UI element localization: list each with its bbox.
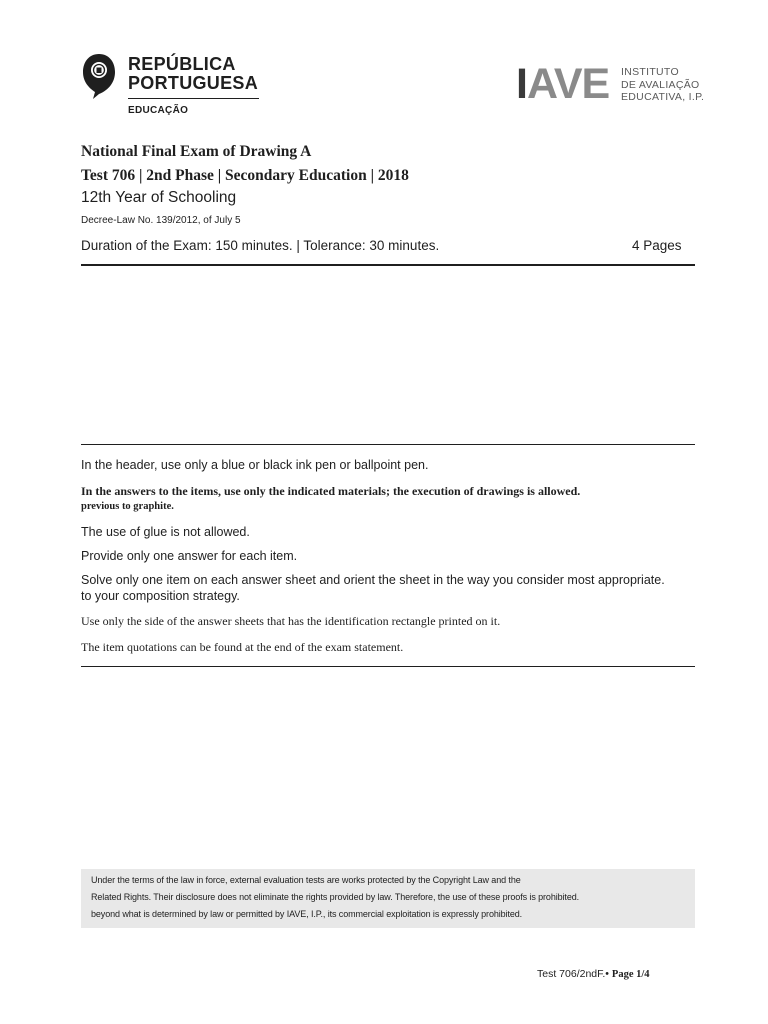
exam-title: National Final Exam of Drawing A [81,143,312,160]
exam-test-info: Test 706 | 2nd Phase | Secondary Education | 2018 [81,167,409,184]
page-ref-test: Test 706/2ndF. [537,968,606,980]
copyright-line-1: Under the terms of the law in force, external evaluation tests are works protected by the Copyright Law and the [91,875,521,885]
instruction-glue: The use of glue is not allowed. [81,525,250,539]
ministry-label: EDUCAÇÃO [128,105,189,116]
iave-line-2: DE AVALIAÇÃO [621,78,700,91]
header-rule [81,264,695,266]
instruction-materials-line1: In the answers to the items, use only the indicated materials; the execution of drawings is allowed. [81,484,581,498]
iave-line-1: INSTITUTO [621,66,679,78]
iave-logo-ave: AVE [526,60,610,108]
instruction-ink: In the header, use only a blue or black ink pen or ballpoint pen. [81,458,429,472]
instruction-one-answer: Provide only one answer for each item. [81,549,298,563]
instruction-orient-sheet [81,572,695,604]
instructions-bottom-rule [81,666,695,667]
iave-logo-i: I [516,60,527,108]
instruction-materials-line2: previous to graphite. [81,501,174,512]
republica-portuguesa-emblem-icon [81,52,117,100]
exam-decree: Decree-Law No. 139/2012, of July 5 [81,215,241,226]
page-number: Page 1/4 [611,969,650,980]
republica-line: REPÚBLICA [128,54,236,74]
exam-page-count: 4 Pages [632,238,682,253]
logo-divider [128,98,259,99]
page-reference [537,968,650,980]
instruction-answer-side: Use only the side of the answer sheets that has the identification rectangle printed on it. [81,614,501,628]
instruction-quotations: The item quotations can be found at the end of the exam statement. [81,640,404,654]
iave-logo [516,60,610,108]
instructions-top-rule [81,444,695,445]
exam-duration: Duration of the Exam: 150 minutes. | Tolerance: 30 minutes. [81,238,440,253]
instruction-orient-line2: to your composition strategy. [81,589,240,603]
republica-portuguesa-wordmark [128,55,258,93]
iave-institute-name [621,66,704,104]
portuguesa-line: PORTUGUESA [128,73,259,93]
page-ref-separator: • [605,969,609,980]
copyright-line-3: beyond what is determined by law or permitted by IAVE, I.P., its commercial exploitation is expressly prohibited. [91,909,523,919]
copyright-line-2: Related Rights. Their disclosure does not eliminate the rights provided by law. Therefore, the use of these proofs is prohibited. [91,892,580,902]
iave-line-3: EDUCATIVA, I.P. [621,91,705,103]
exam-year: 12th Year of Schooling [81,189,237,206]
instruction-orient-line1: Solve only one item on each answer sheet and orient the sheet in the way you consider most appropriate. [81,573,665,587]
instruction-materials [81,484,695,514]
